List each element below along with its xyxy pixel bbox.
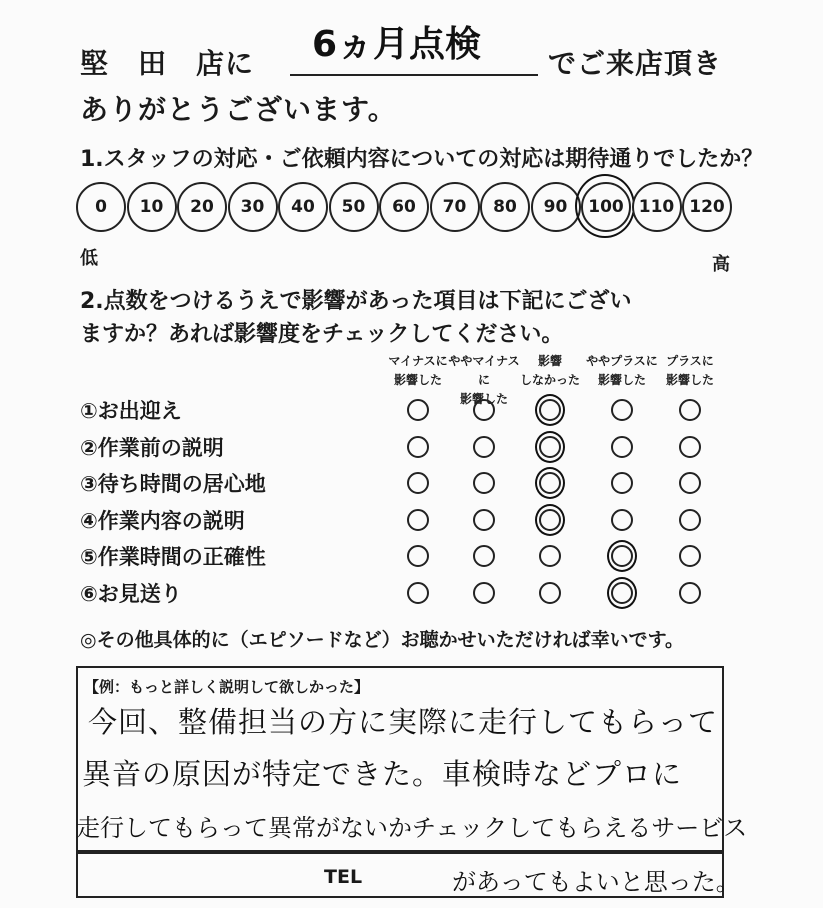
column-header-line2: 影響した	[393, 373, 442, 387]
column-header-line1: ややマイナスに	[448, 354, 520, 387]
tel-label: TEL	[324, 866, 363, 888]
impact-option[interactable]	[611, 399, 633, 421]
impact-option[interactable]	[539, 582, 561, 604]
impact-option[interactable]	[473, 399, 495, 421]
scale-option-10[interactable]: 10	[127, 182, 177, 232]
high-label: 高	[712, 254, 730, 275]
thanks-line: ありがとうございます。	[80, 93, 397, 126]
impact-selected-mark	[607, 577, 637, 609]
scale-option-50[interactable]: 50	[329, 182, 379, 232]
column-header-line1: 影響	[537, 354, 562, 368]
impact-option[interactable]	[473, 582, 495, 604]
scale-option-120[interactable]: 120	[682, 182, 732, 232]
column-header-line2: 影響した	[459, 392, 508, 406]
column-header-line2: 影響した	[665, 373, 714, 387]
impact-item-label: ⑤作業時間の正確性	[80, 545, 266, 569]
low-label: 低	[80, 248, 98, 269]
impact-selected-mark	[535, 504, 565, 536]
filled-service-text: 6ヵ月点検	[312, 24, 482, 65]
q2-question-line2: ますか？あれば影響度をチェックしてください。	[80, 322, 564, 347]
scale-option-0[interactable]: 0	[76, 182, 126, 232]
impact-option[interactable]	[611, 472, 633, 494]
impact-option[interactable]	[679, 399, 701, 421]
impact-option[interactable]	[679, 472, 701, 494]
scale-option-20[interactable]: 20	[177, 182, 227, 232]
impact-item-label: ②作業前の説明	[80, 435, 224, 460]
scale-option-30[interactable]: 30	[228, 182, 278, 232]
impact-option[interactable]	[473, 472, 495, 494]
selected-scale-mark	[575, 174, 635, 238]
impact-option[interactable]	[407, 399, 429, 421]
impact-option[interactable]	[473, 436, 495, 458]
example-label: 【例：もっと詳しく説明して欲しかった】	[84, 678, 370, 696]
impact-option[interactable]	[407, 545, 429, 567]
scale-option-60[interactable]: 60	[379, 182, 429, 232]
impact-item-label: ⑥お見送り	[80, 581, 182, 606]
impact-option[interactable]	[407, 509, 429, 531]
service-underline	[290, 74, 538, 76]
impact-item-label: ①お出迎え	[80, 399, 182, 423]
impact-selected-mark	[535, 431, 565, 463]
comment-line-1: 今回、整備担当の方に実際に走行してもらって	[88, 705, 719, 739]
column-header-0	[382, 352, 454, 390]
q1-question: 1.スタッフの対応・ご依頼内容についての対応は期待通りでしたか？	[80, 147, 764, 172]
column-header-3	[586, 352, 658, 390]
impact-item-label: ④作業内容の説明	[80, 508, 245, 533]
impact-option[interactable]	[679, 582, 701, 604]
impact-option[interactable]	[611, 436, 633, 458]
impact-option[interactable]	[539, 545, 561, 567]
column-header-line1: ややプラスに	[586, 354, 658, 368]
scale-option-70[interactable]: 70	[430, 182, 480, 232]
scale-option-40[interactable]: 40	[278, 182, 328, 232]
impact-selected-mark	[607, 540, 637, 572]
impact-option[interactable]	[679, 509, 701, 531]
impact-selected-mark	[535, 467, 565, 499]
q3-prompt: ◎その他具体的に（エピソードなど）お聴かせいただければ幸いです。	[80, 629, 685, 651]
scale-option-110[interactable]: 110	[632, 182, 682, 232]
column-header-line1: プラスに	[666, 354, 714, 368]
q2-question-line1: 2.点数をつけるうえで影響があった項目は下記にござい	[80, 289, 632, 314]
satisfaction-scale	[76, 182, 736, 234]
impact-item-label: ③待ち時間の居心地	[80, 472, 266, 496]
comment-line-3: 走行してもらって異常がないかチェックしてもらえるサービス	[76, 814, 748, 842]
store-suffix: でご来店頂き	[548, 47, 723, 80]
column-header-line2: 影響した	[597, 373, 646, 387]
column-header-line1: マイナスに	[388, 354, 448, 368]
impact-option[interactable]	[407, 436, 429, 458]
column-header-2	[514, 352, 586, 390]
impact-option[interactable]	[407, 472, 429, 494]
impact-option[interactable]	[679, 545, 701, 567]
impact-option[interactable]	[473, 509, 495, 531]
impact-option[interactable]	[679, 436, 701, 458]
impact-option[interactable]	[611, 509, 633, 531]
column-header-4	[654, 352, 726, 390]
impact-option[interactable]	[407, 582, 429, 604]
store-prefix: 堅 田 店に	[80, 47, 255, 80]
scale-option-100[interactable]: 100	[581, 182, 631, 232]
scale-option-90[interactable]: 90	[531, 182, 581, 232]
column-header-line2: しなかった	[519, 373, 580, 387]
scale-option-80[interactable]: 80	[480, 182, 530, 232]
impact-selected-mark	[535, 394, 565, 426]
comment-line-2: 異音の原因が特定できた。車検時などプロに	[82, 757, 683, 791]
impact-option[interactable]	[473, 545, 495, 567]
comment-line-4: があってもよいと思った。	[452, 868, 740, 896]
